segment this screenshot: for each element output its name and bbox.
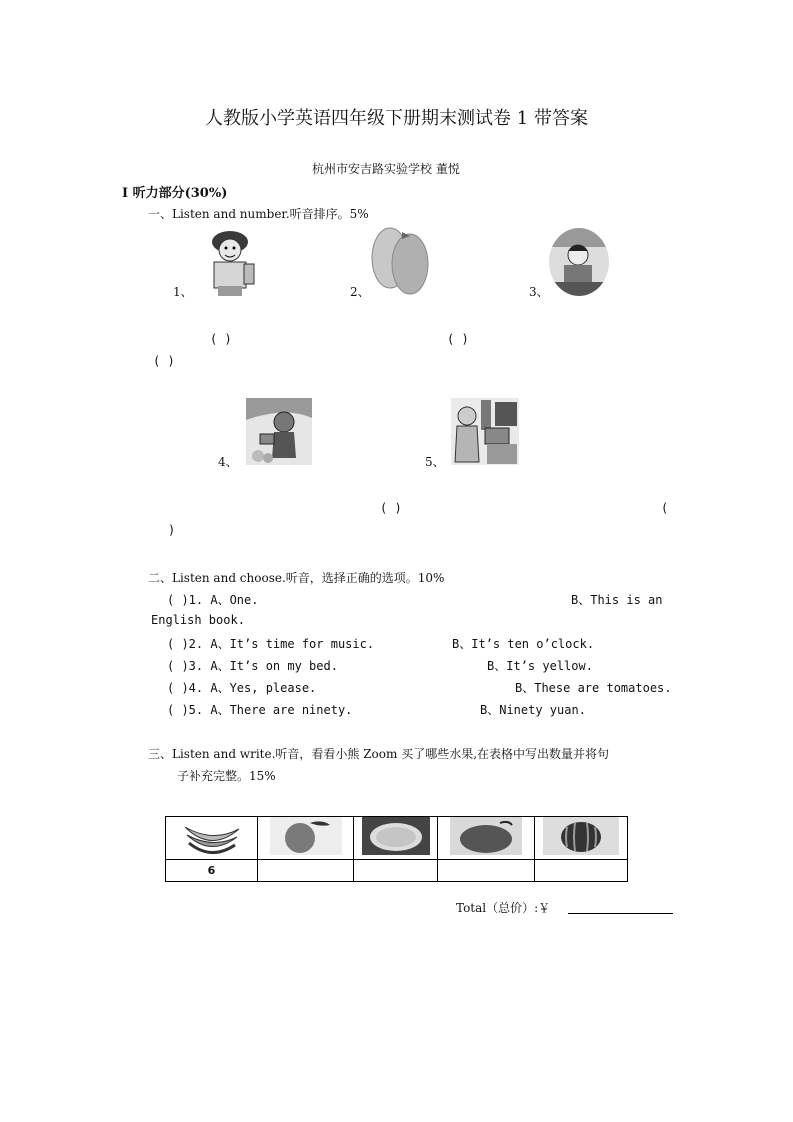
fruit-image-row: [166, 817, 628, 860]
count-cell-3[interactable]: [354, 860, 438, 882]
answer-blank-4[interactable]: ( ): [380, 501, 402, 515]
choice-2-option-b: B、It’s ten o’clock.: [452, 637, 595, 651]
answer-blank-1[interactable]: ( ): [210, 332, 232, 346]
count-cell-4[interactable]: [438, 860, 535, 882]
section-heading-listening: Ⅰ 听力部分(30%): [122, 186, 228, 201]
choice-3-option-a[interactable]: ( )3. A、It’s on my bed.: [167, 659, 338, 673]
item-label-5: 5、: [425, 455, 445, 469]
total-answer-line[interactable]: [568, 913, 673, 914]
page-title: 人教版小学英语四年级下册期末测试卷 1 带答案: [205, 108, 588, 129]
choice-2-option-a[interactable]: ( )2. A、It’s time for music.: [167, 637, 375, 651]
choice-5-option-a[interactable]: ( )5. A、There are ninety.: [167, 703, 353, 717]
item-label-2: 2、: [350, 285, 370, 299]
item-label-4: 4、: [218, 455, 238, 469]
part1-heading: 一、Listen and number.听音排序。5%: [148, 207, 369, 221]
fruit-count-row: [166, 860, 628, 882]
choice-1-option-b-cont: English book.: [151, 613, 245, 627]
fruit-cell-4: [438, 817, 535, 860]
author-line: 杭州市安吉路实验学校 董悦: [312, 162, 460, 176]
count-cell-1[interactable]: 6: [166, 860, 258, 882]
answer-blank-3[interactable]: ( ): [153, 354, 175, 368]
melon-icon: [362, 817, 430, 855]
part3-heading-cont: 子补充完整。15%: [177, 769, 276, 783]
fruit-cell-3: [354, 817, 438, 860]
fruit-cell-1: [166, 817, 258, 860]
answer-blank-2[interactable]: ( ): [447, 332, 469, 346]
count-cell-5[interactable]: [535, 860, 628, 882]
choice-5-option-b: B、Ninety yuan.: [480, 703, 586, 717]
count-cell-2[interactable]: [258, 860, 354, 882]
total-label: Total（总价）:￥: [456, 901, 551, 915]
choice-1-option-b: B、This is an: [571, 593, 663, 607]
fruit-cell-5: [535, 817, 628, 860]
orange-icon: [270, 817, 342, 855]
girl-watering-icon: [246, 398, 312, 465]
choice-4-option-a[interactable]: ( )4. A、Yes, please.: [167, 681, 317, 695]
boy-icon: [200, 226, 262, 296]
tomatoes-icon: [368, 226, 432, 296]
item-label-1: 1、: [173, 285, 193, 299]
girl-window-icon: [548, 227, 610, 297]
item-label-3: 3、: [529, 285, 549, 299]
part2-heading: 二、Listen and choose.听音，选择正确的选项。10%: [148, 571, 445, 585]
girl-computer-icon: [451, 398, 519, 465]
fruit-cell-2: [258, 817, 354, 860]
pear-icon: [450, 817, 522, 855]
answer-blank-5-close: ): [168, 523, 176, 537]
part3-heading: 三、Listen and write.听音，看看小熊 Zoom 买了哪些水果,在表格中写出数量并将句: [148, 747, 610, 761]
fruit-table: [165, 816, 628, 882]
choice-1-option-a[interactable]: ( )1. A、One.: [167, 593, 259, 607]
watermelon-icon: [543, 817, 619, 855]
banana-icon: [181, 817, 243, 855]
choice-4-option-b: B、These are tomatoes.: [515, 681, 672, 695]
choice-3-option-b: B、It’s yellow.: [487, 659, 593, 673]
answer-blank-5-open[interactable]: (: [661, 501, 669, 515]
